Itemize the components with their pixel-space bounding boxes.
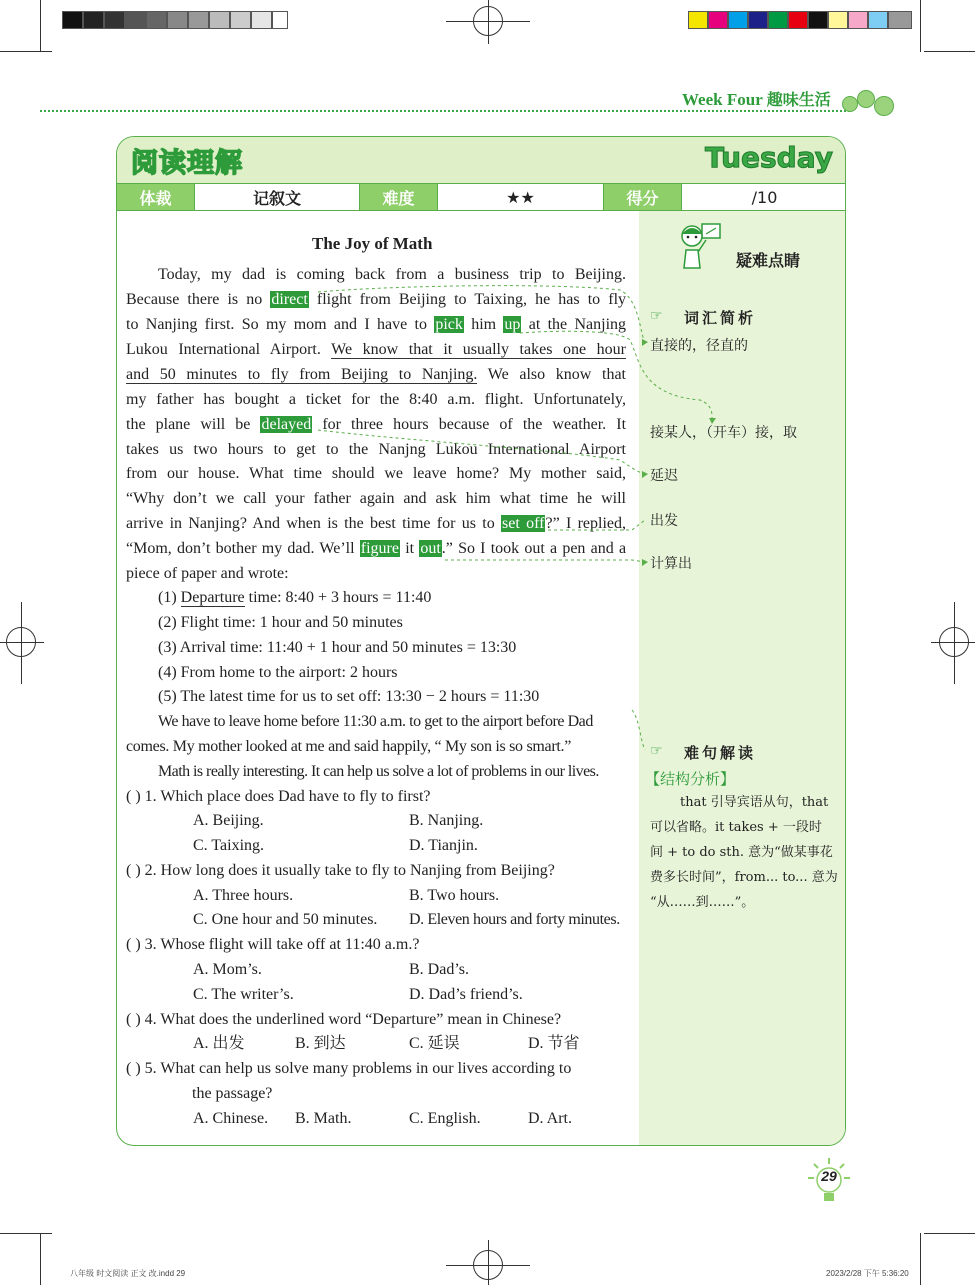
vocab-figure-out: 计算出 — [650, 556, 692, 572]
passage-line: and 50 minutes to fly from Beijing to Nanjing. We also know that — [126, 366, 627, 383]
vocab-highlight: pick — [435, 316, 463, 333]
genre-value: 记叙文 — [195, 184, 360, 210]
vocab-highlight: set off — [502, 515, 545, 532]
passage-line: We have to leave home before 11:30 a.m. to get to the airport before Dad — [158, 713, 593, 730]
passage-line: takes us two hours to get to the Nanjng Lukou International Airport — [126, 441, 626, 458]
passage-line: my father has bought a ticket for the 8:40 a.m. flight. Unfortunately, — [126, 391, 626, 408]
calc-step: (4) From home to the airport: 2 hours — [158, 664, 398, 681]
hard-sentence-underline: We know that it usually takes one hour — [331, 341, 626, 358]
pointing-hand-icon: ☞ — [650, 743, 663, 759]
departure-underline: Departure — [180, 589, 245, 606]
passage-title: The Joy of Math — [312, 234, 433, 253]
option-1c: C. Taixing. — [193, 837, 265, 854]
hard-sentence-heading: 难句解读 — [684, 744, 757, 762]
hard-sentence-underline: and 50 minutes to fly from Beijing to Nanjing. — [126, 366, 478, 383]
vocab-pick-up: 接某人，（开车）接，取 — [650, 425, 797, 441]
vocab-highlight: up — [504, 316, 521, 333]
pointing-hand-icon: ☞ — [650, 308, 663, 324]
section-title: 阅读理解 — [131, 148, 243, 179]
option-3d: D. Dad’s friend’s. — [409, 986, 523, 1003]
note-line: “从……到……”。 — [650, 895, 755, 910]
footer-date: 2023/2/28 下午 5:36:20 — [826, 1269, 909, 1278]
passage-line: Math is really interesting. It can help us solve a lot of problems in our lives. — [158, 763, 599, 780]
calc-step: (1) Departure time: 8:40 + 3 hours = 11:40 — [158, 589, 432, 606]
question-stem-3: ( ) 3. Whose flight will take off at 11:40 a.m.? — [126, 936, 420, 953]
passage-line: to Nanjing first. So my mom and I have to pick him up at the Nanjing — [126, 316, 627, 333]
vocab-highlight: figure — [360, 540, 399, 557]
option-1b: B. Nanjing. — [409, 812, 484, 829]
option-5d: D. Art. — [528, 1110, 572, 1127]
question-stem-1: ( ) 1. Which place does Dad have to fly to first? — [126, 788, 431, 805]
question-stem-5-cont: the passage? — [192, 1085, 273, 1102]
difficulty-label: 难度 — [360, 184, 438, 210]
vocab-highlight: delayed — [261, 416, 312, 433]
passage-line: arrive in Nanjing? And when is the best time for us to set off?” I replied, — [126, 515, 627, 532]
passage-line: the plane will be delayed for three hours because of the weather. It — [126, 416, 627, 433]
option-5b: B. Math. — [295, 1110, 352, 1127]
question-stem-2: ( ) 2. How long does it usually take to fly to Nanjing from Beijing? — [126, 862, 555, 879]
vocab-heading: 词汇简析 — [684, 309, 757, 327]
teacher-icon — [676, 220, 724, 270]
note-line: 间 + to do sth. 意为“做某事花 — [650, 845, 833, 860]
option-4b: B. 到达 — [295, 1035, 346, 1052]
note-line: 可以省略。it takes + 一段时 — [650, 820, 822, 835]
note-line: 费多长时间”，from... to... 意为 — [650, 870, 838, 885]
difficulty-value: ★★ — [438, 184, 604, 210]
option-5c: C. English. — [409, 1110, 481, 1127]
option-2c: C. One hour and 50 minutes. — [193, 911, 378, 928]
question-stem-5: ( ) 5. What can help us solve many problems in our lives according to — [126, 1060, 572, 1077]
passage-line: Lukou International Airport. We know that it usually takes one hour — [126, 341, 626, 358]
passage-line: “Mom, don’t bother my dad. We’ll figure it out.” So I took out a pen and a — [126, 540, 627, 557]
option-1d: D. Tianjin. — [409, 837, 478, 854]
sidebar-title: 疑难点睛 — [736, 251, 801, 270]
passage-line: from our house. What time should we leave home? My mother said, — [126, 465, 626, 482]
option-3c: C. The writer’s. — [193, 986, 294, 1003]
calc-step: (3) Arrival time: 11:40 + 1 hour and 50 minutes = 13:30 — [158, 639, 517, 656]
genre-label: 体裁 — [117, 184, 195, 210]
score-label: 得分 — [604, 184, 682, 210]
option-4c: C. 延误 — [409, 1035, 460, 1052]
option-2a: A. Three hours. — [193, 887, 294, 904]
option-2b: B. Two hours. — [409, 887, 500, 904]
passage-line: Because there is no direct flight from Beijing to Taixing, he has to fly — [126, 291, 627, 308]
calc-step: (2) Flight time: 1 hour and 50 minutes — [158, 614, 403, 631]
week-header: Week Four 趣味生活 — [682, 90, 831, 109]
option-1a: A. Beijing. — [193, 812, 264, 829]
passage-line: piece of paper and wrote: — [126, 565, 289, 582]
page-number: 29 — [821, 1168, 837, 1184]
calc-step: (5) The latest time for us to set off: 13:30 − 2 hours = 11:30 — [158, 688, 540, 705]
option-3a: A. Mom’s. — [193, 961, 262, 978]
vocab-delay: 延迟 — [650, 468, 678, 484]
score-value: /10 — [682, 184, 846, 210]
option-5a: A. Chinese. — [193, 1110, 269, 1127]
option-4d: D. 节省 — [528, 1035, 580, 1052]
vocab-direct: 直接的，径直的 — [650, 338, 748, 354]
option-3b: B. Dad’s. — [409, 961, 469, 978]
day-title: Tuesday — [705, 141, 833, 174]
option-4a: A. 出发 — [193, 1035, 245, 1052]
passage-line: “Why don’t we call your father again and ask him what time he will — [126, 490, 626, 507]
option-2d: D. Eleven hours and forty minutes. — [409, 911, 620, 928]
note-line: that 引导宾语从句，that — [680, 795, 829, 810]
footer-file: 八年级 时文阅读 正文 改.indd 29 — [70, 1269, 186, 1278]
vocab-highlight: direct — [271, 291, 308, 308]
question-stem-4: ( ) 4. What does the underlined word “Departure” mean in Chinese? — [126, 1011, 562, 1028]
passage-line: Today, my dad is coming back from a business trip to Beijing. — [158, 266, 626, 283]
structure-label: 【结构分析】 — [645, 770, 736, 788]
vocab-set-off: 出发 — [650, 513, 678, 529]
vocab-highlight: out — [420, 540, 441, 557]
passage-line: comes. My mother looked at me and said happily, “ My son is so smart.” — [126, 738, 571, 755]
